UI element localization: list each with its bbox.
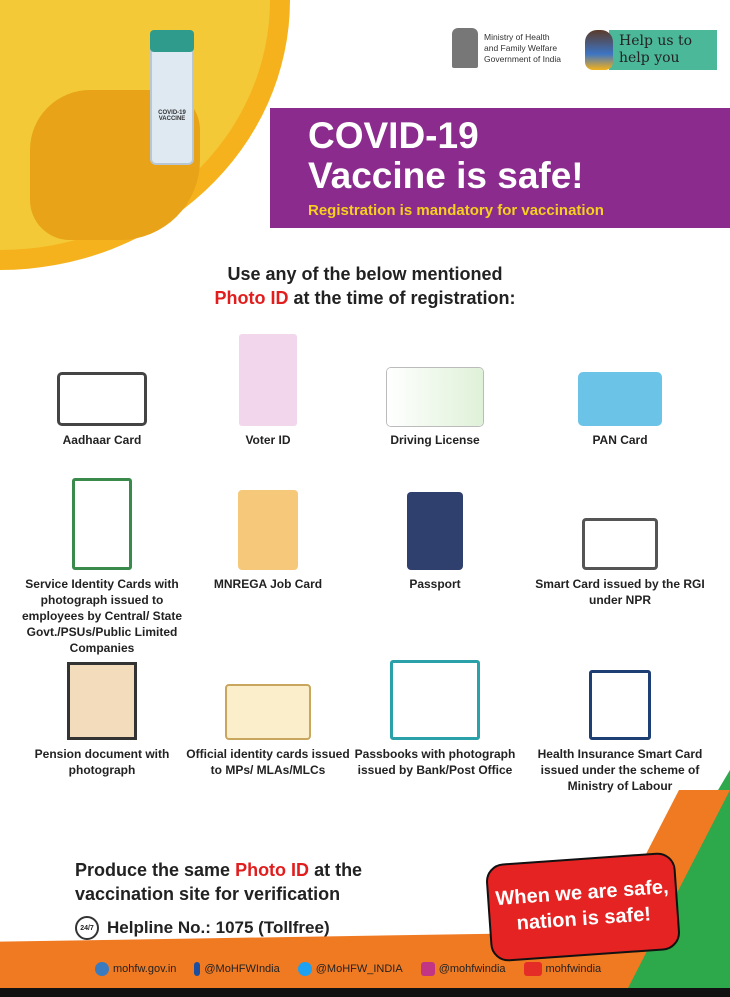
id-icon-wrap [535, 465, 705, 570]
note-highlight: Photo ID [235, 860, 310, 880]
ministry-logo [452, 28, 561, 68]
social-links [95, 962, 601, 976]
title-line: Vaccine is safe! [308, 155, 584, 196]
globe-icon [95, 962, 109, 976]
youtube-link[interactable] [524, 962, 602, 976]
id-document-label: Voter ID [245, 433, 291, 447]
id-document-item [535, 465, 705, 608]
id-document-item [350, 358, 520, 448]
job-card-icon [238, 490, 298, 570]
national-emblem-icon [452, 28, 478, 68]
website-link[interactable] [95, 962, 176, 976]
helpline-text: Helpline No.: 1075 (Tollfree) [107, 918, 330, 937]
facebook-icon [194, 962, 200, 976]
vial-cap [150, 30, 194, 52]
help-line: Help us to [619, 33, 693, 49]
id-document-item [183, 358, 353, 448]
twitter-link[interactable] [298, 962, 403, 976]
photo-id-highlight: Photo ID [214, 288, 289, 308]
hands-icon [585, 30, 613, 70]
ministry-line: Ministry of Health [484, 31, 550, 42]
intro-line2: at the time of registration: [288, 288, 516, 308]
pan-card-icon [578, 372, 662, 426]
id-icon-wrap [17, 358, 187, 426]
intro-line1: Use any of the below mentioned [227, 264, 503, 284]
id-document-item [17, 465, 187, 656]
link-label: mohfw.gov.in [113, 962, 177, 975]
bottom-bar [0, 988, 730, 997]
id-document-label: Passport [409, 577, 461, 591]
phone-247-icon: 24/7 [75, 916, 99, 940]
id-document-label: PAN Card [592, 433, 648, 447]
id-document-item [350, 465, 520, 592]
id-document-label: Smart Card issued by the RGI under NPR [535, 577, 705, 607]
ministry-line: and Family Welfare [484, 42, 558, 53]
id-document-item [17, 358, 187, 448]
voter-id-icon [239, 334, 297, 426]
id-document-item [350, 645, 520, 778]
facebook-link[interactable] [194, 962, 279, 976]
service-id-icon [72, 478, 132, 570]
id-icon-wrap [183, 645, 353, 740]
id-document-label: Driving License [390, 433, 480, 447]
id-icon-wrap [350, 645, 520, 740]
id-document-label: Pension document with photograph [34, 747, 170, 777]
id-document-item [17, 645, 187, 778]
passbook-icon [390, 660, 480, 740]
slogan-line: When we are safe, [494, 876, 670, 911]
help-line: help you [619, 50, 680, 66]
banner-subtitle: Registration is mandatory for vaccination [308, 202, 604, 219]
instagram-icon [421, 962, 435, 976]
id-document-label: MNREGA Job Card [213, 577, 323, 591]
id-document-item [183, 645, 353, 778]
link-label: @MoHFW_INDIA [315, 962, 403, 975]
id-icon-wrap [535, 358, 705, 426]
link-label: @MoHFWIndia [204, 962, 280, 975]
smart-card-icon [582, 518, 658, 570]
id-document-label: Official identity cards issued to MPs/ MLAs/MLCs [186, 747, 350, 777]
id-document-label: Passbooks with photograph issued by Bank/Post Office [354, 747, 516, 777]
note-line2: vaccination site for verification [75, 884, 341, 904]
id-document-label: Service Identity Cards with photograph issued to employees by Central/ State Govt./PSUs/Public Limited Companies [21, 577, 183, 655]
slogan-badge [485, 851, 681, 962]
id-icon-wrap [17, 645, 187, 740]
title-line: COVID-19 [308, 115, 479, 156]
id-document-item [183, 465, 353, 592]
passport-icon [407, 492, 463, 570]
id-icon-wrap [183, 465, 353, 570]
id-document-item [535, 645, 705, 794]
link-label: mohfwindia [545, 962, 602, 975]
verification-note [75, 858, 362, 906]
id-icon-wrap [350, 465, 520, 570]
note-text: Produce the same [75, 860, 236, 880]
id-document-label: Aadhaar Card [62, 433, 142, 447]
twitter-icon [298, 962, 312, 976]
id-icon-wrap [535, 645, 705, 740]
health-insurance-icon [589, 670, 651, 740]
title-banner [270, 108, 730, 228]
note-text: at the [309, 860, 363, 880]
id-document-label: Health Insurance Smart Card issued under the scheme of Ministry of Labour [537, 747, 703, 793]
aadhaar-card-icon [57, 372, 147, 426]
id-icon-wrap [350, 358, 520, 426]
intro-text [0, 262, 730, 310]
youtube-icon [524, 962, 542, 976]
id-icon-wrap [183, 358, 353, 426]
help-us-logo [585, 30, 717, 70]
helpline [75, 916, 330, 940]
vial-label: COVID-19 VACCINE [158, 110, 186, 122]
official-id-icon [225, 684, 311, 740]
slogan-line: nation is safe! [515, 903, 652, 935]
pension-document-icon [67, 662, 137, 740]
vaccine-vial-icon [150, 40, 194, 165]
id-document-item [535, 358, 705, 448]
id-icon-wrap [17, 465, 187, 570]
link-label: @mohfwindia [438, 962, 506, 975]
instagram-link[interactable] [421, 962, 506, 976]
ministry-line: Government of India [484, 53, 562, 64]
driving-license-icon [387, 368, 483, 426]
